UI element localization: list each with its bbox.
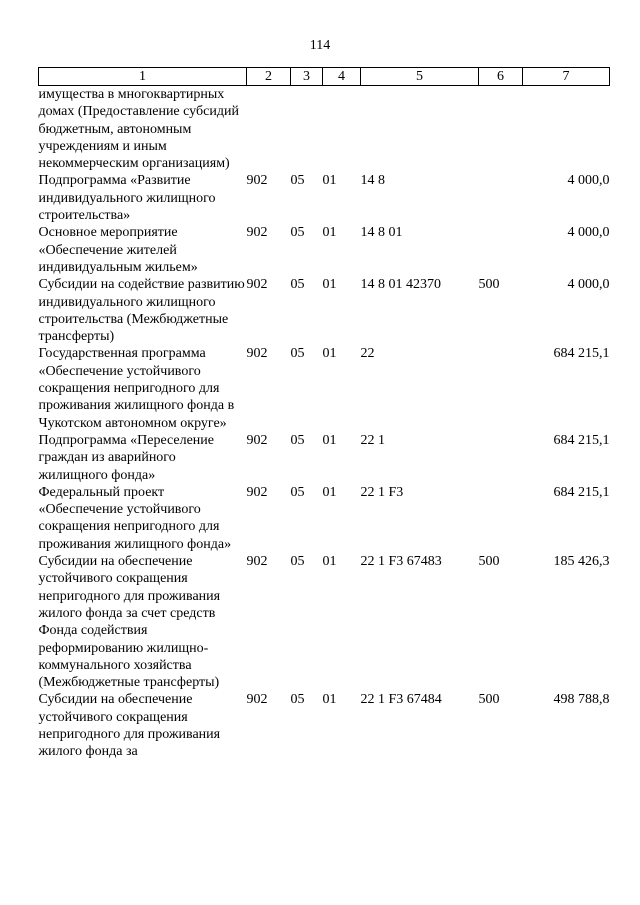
row-amount: 185 426,3 <box>553 554 610 570</box>
row-section: 05 <box>290 346 305 362</box>
row-expense: 500 <box>478 277 500 293</box>
header-col-3: 3 <box>291 68 323 86</box>
row-section: 05 <box>290 173 305 189</box>
row-amount: 684 215,1 <box>553 432 610 448</box>
row-name: Субсидии на содействие развитию индивидуального жилищного строительства (Межбюджетные трансферты) <box>38 277 245 345</box>
row-amount: 684 215,1 <box>553 346 610 362</box>
row-subsection: 01 <box>322 173 337 189</box>
header-col-7: 7 <box>523 68 610 86</box>
row-name: Государственная программа «Обеспечение устойчивого сокращения непригодного для проживания жилищного фонда в Чукотском автономном округе» <box>38 346 235 431</box>
row-target: 22 1 F3 67483 <box>360 554 442 570</box>
row-expense <box>479 484 523 553</box>
row-expense <box>479 432 523 484</box>
row-amount: 498 788,8 <box>553 692 610 708</box>
header-row <box>39 68 610 86</box>
budget-table <box>38 67 610 761</box>
row-expense <box>479 172 523 224</box>
table-row <box>39 86 610 173</box>
row-amount: 4 000,0 <box>567 225 610 241</box>
row-subsection: 01 <box>322 225 337 241</box>
row-admin: 902 <box>246 173 268 189</box>
table-row <box>39 553 610 691</box>
row-section: 05 <box>290 225 305 241</box>
row-target <box>361 86 479 173</box>
row-admin: 902 <box>246 225 268 241</box>
table-row <box>39 345 610 431</box>
row-target: 22 1 F3 <box>360 484 404 500</box>
row-section: 05 <box>290 277 305 293</box>
row-subsection <box>323 86 361 173</box>
row-amount: 4 000,0 <box>567 173 610 189</box>
row-target: 14 8 <box>360 173 385 189</box>
row-name: Основное мероприятие «Обеспечение жителей индивидуальным жильем» <box>38 225 198 275</box>
row-admin: 902 <box>246 346 268 362</box>
header-col-6: 6 <box>479 68 523 86</box>
row-amount <box>523 86 610 173</box>
table-row <box>39 276 610 345</box>
row-admin: 902 <box>246 484 268 500</box>
header-col-4: 4 <box>323 68 361 86</box>
table-row <box>39 691 610 760</box>
row-admin: 902 <box>246 277 268 293</box>
table-row <box>39 484 610 553</box>
row-name: Субсидии на обеспечение устойчивого сокращения непригодного для проживания жилого фонда за счет средств Фонда содействия реформированию жилищно-коммунального хозяйства (Межбюджетные трансферты) <box>38 554 221 691</box>
row-name: имущества в многоквартирных домах (Предоставление субсидий бюджетным, автономным учреждениям и иным некоммерческим организациям) <box>38 87 239 172</box>
row-subsection: 01 <box>322 692 337 708</box>
row-section: 05 <box>290 554 305 570</box>
header-col-5: 5 <box>361 68 479 86</box>
row-expense <box>479 345 523 431</box>
row-target: 22 1 <box>360 432 385 448</box>
row-name: Подпрограмма «Развитие индивидуального жилищного строительства» <box>38 173 216 224</box>
row-amount: 684 215,1 <box>553 484 610 500</box>
header-col-1: 1 <box>39 68 247 86</box>
row-target: 22 <box>360 346 375 362</box>
row-target: 22 1 F3 67484 <box>360 692 442 708</box>
row-name: Федеральный проект «Обеспечение устойчивого сокращения непригодного для проживания жилищного фонда» <box>38 484 232 552</box>
row-expense <box>479 86 523 173</box>
table-row <box>39 432 610 484</box>
row-subsection: 01 <box>322 432 337 448</box>
table-row <box>39 224 610 276</box>
row-expense <box>479 224 523 276</box>
row-amount: 4 000,0 <box>567 277 610 293</box>
row-section: 05 <box>290 432 305 448</box>
row-admin: 902 <box>246 692 268 708</box>
row-name: Субсидии на обеспечение устойчивого сокращения непригодного для проживания жилого фонда за <box>38 692 221 760</box>
row-admin <box>247 86 291 173</box>
row-subsection: 01 <box>322 277 337 293</box>
page-number: 114 <box>309 38 331 53</box>
row-target: 14 8 01 42370 <box>360 277 441 293</box>
row-subsection: 01 <box>322 554 337 570</box>
row-expense: 500 <box>478 692 500 708</box>
table-header <box>39 68 610 86</box>
row-admin: 902 <box>246 432 268 448</box>
table-body <box>39 86 610 761</box>
row-expense: 500 <box>478 554 500 570</box>
row-target: 14 8 01 <box>360 225 403 241</box>
table-row <box>39 172 610 224</box>
row-name: Подпрограмма «Переселение граждан из аварийного жилищного фонда» <box>38 432 214 483</box>
row-section <box>291 86 323 173</box>
row-admin: 902 <box>246 554 268 570</box>
row-subsection: 01 <box>322 346 337 362</box>
header-col-2: 2 <box>247 68 291 86</box>
row-section: 05 <box>290 692 305 708</box>
row-section: 05 <box>290 484 305 500</box>
row-subsection: 01 <box>322 484 337 500</box>
